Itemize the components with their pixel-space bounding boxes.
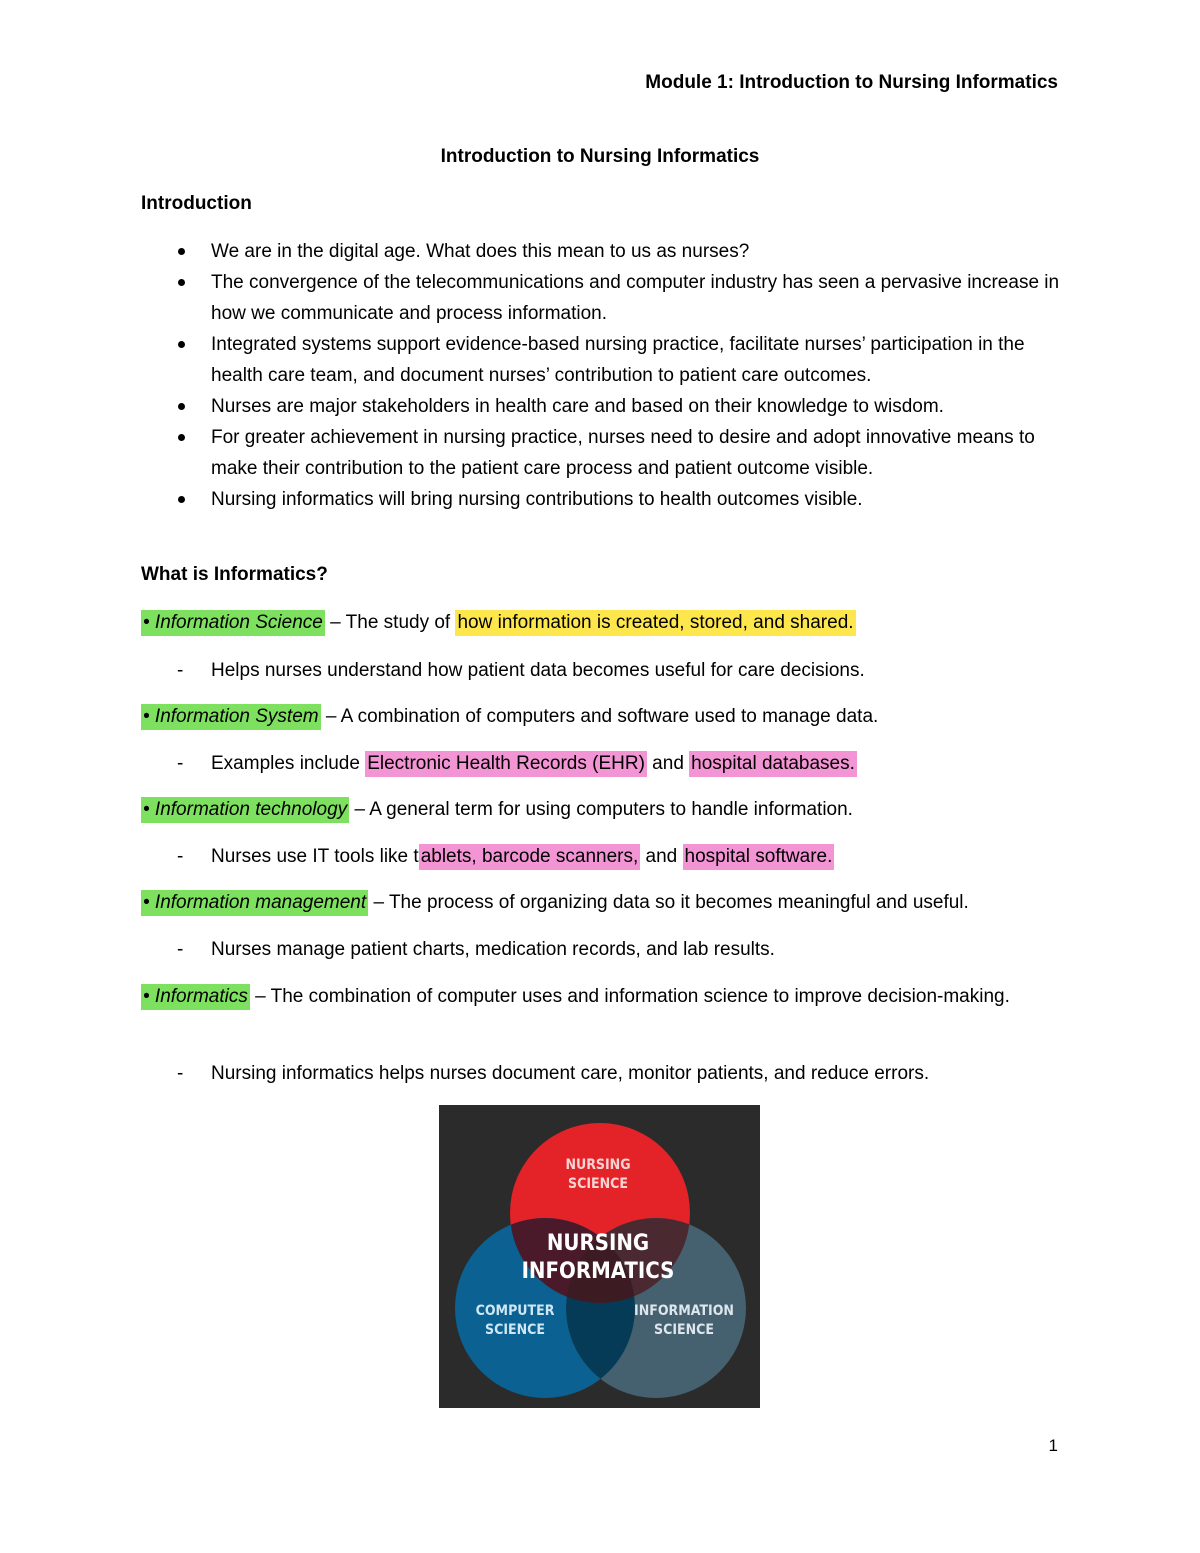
- sub-point-text: Nurses manage patient charts, medication records, and lab results.: [211, 939, 775, 960]
- dash-marker: -: [177, 939, 184, 960]
- definition-information-technology: [141, 794, 1071, 825]
- pink-highlight: hospital software.: [683, 844, 835, 870]
- venn-label: SCIENCE: [568, 1176, 628, 1192]
- dash-marker: -: [177, 1063, 184, 1084]
- definition-text: – A combination of computers and software used to manage data.: [320, 706, 879, 727]
- list-item: Integrated systems support evidence-based nursing practice, facilitate nurses’ participation in the health care team, and document nurses’ contribution to patient care outcomes.: [141, 329, 1071, 391]
- venn-center-label: INFORMATICS: [521, 1259, 675, 1284]
- pink-highlight: Electronic Health Records (EHR): [365, 751, 647, 777]
- venn-label: NURSING: [565, 1157, 631, 1173]
- venn-label: SCIENCE: [485, 1322, 545, 1338]
- pink-highlight: hospital databases.: [689, 751, 857, 777]
- definition-text: – The combination of computer uses and information science to improve decision-making.: [249, 986, 1010, 1007]
- sub-point: [141, 1058, 1071, 1089]
- sub-point-text: and: [640, 846, 683, 867]
- venn-label: INFORMATION: [634, 1303, 734, 1319]
- running-header: Module 1: Introduction to Nursing Informatics: [645, 72, 1058, 93]
- sub-point-text: Nurses use IT tools like t: [211, 846, 419, 867]
- dash-marker: -: [177, 660, 184, 681]
- definition-text: – The process of organizing data so it becomes meaningful and useful.: [368, 892, 969, 913]
- sub-point-text: Nursing informatics helps nurses document care, monitor patients, and reduce errors.: [211, 1063, 930, 1084]
- sub-point-text: Helps nurses understand how patient data becomes useful for care decisions.: [211, 660, 865, 681]
- term-highlight: • Informatics: [141, 984, 250, 1010]
- list-item: Nursing informatics will bring nursing contributions to health outcomes visible.: [141, 484, 1071, 515]
- intro-bullet-list: [141, 236, 1071, 515]
- venn-label: SCIENCE: [654, 1322, 714, 1338]
- definition-text: – The study of: [324, 612, 456, 633]
- dash-marker: -: [177, 846, 184, 867]
- sub-point: [141, 655, 1071, 686]
- term-highlight: • Information management: [141, 890, 368, 916]
- sub-point-text: and: [646, 753, 690, 774]
- term-highlight: • Information technology: [141, 797, 349, 823]
- definition-text: – A general term for using computers to handle information.: [349, 799, 853, 820]
- definition-informatics: [141, 981, 1071, 1012]
- term-highlight: • Information System: [141, 704, 321, 730]
- list-item: The convergence of the telecommunications and computer industry has seen a pervasive increase in how we communicate and process information.: [141, 267, 1071, 329]
- pink-highlight: ablets, barcode scanners,: [419, 844, 641, 870]
- sub-point: [141, 748, 1071, 779]
- document-title: Introduction to Nursing Informatics: [440, 146, 760, 167]
- dash-marker: -: [177, 753, 184, 774]
- yellow-highlight: how information is created, stored, and shared.: [455, 610, 855, 636]
- venn-center-label: NURSING: [546, 1231, 650, 1256]
- sub-point: [141, 934, 1071, 965]
- venn-label: COMPUTER: [475, 1303, 555, 1319]
- list-item: For greater achievement in nursing practice, nurses need to desire and adopt innovative means to make their contribution to the patient care process and patient outcome visible.: [141, 422, 1071, 484]
- nursing-informatics-venn-diagram: [439, 1105, 760, 1408]
- term-highlight: • Information Science: [141, 610, 325, 636]
- definition-information-system: [141, 701, 1071, 732]
- page-number: 1: [1048, 1436, 1058, 1455]
- sub-point-text: Examples include: [211, 753, 366, 774]
- informatics-heading: What is Informatics?: [141, 564, 328, 585]
- list-item: We are in the digital age. What does this mean to us as nurses?: [141, 236, 1071, 267]
- intro-heading: Introduction: [141, 193, 252, 214]
- definition-information-management: [141, 887, 1071, 918]
- sub-point: [141, 841, 1071, 872]
- definition-information-science: [141, 607, 1071, 638]
- list-item: Nurses are major stakeholders in health care and based on their knowledge to wisdom.: [141, 391, 1071, 422]
